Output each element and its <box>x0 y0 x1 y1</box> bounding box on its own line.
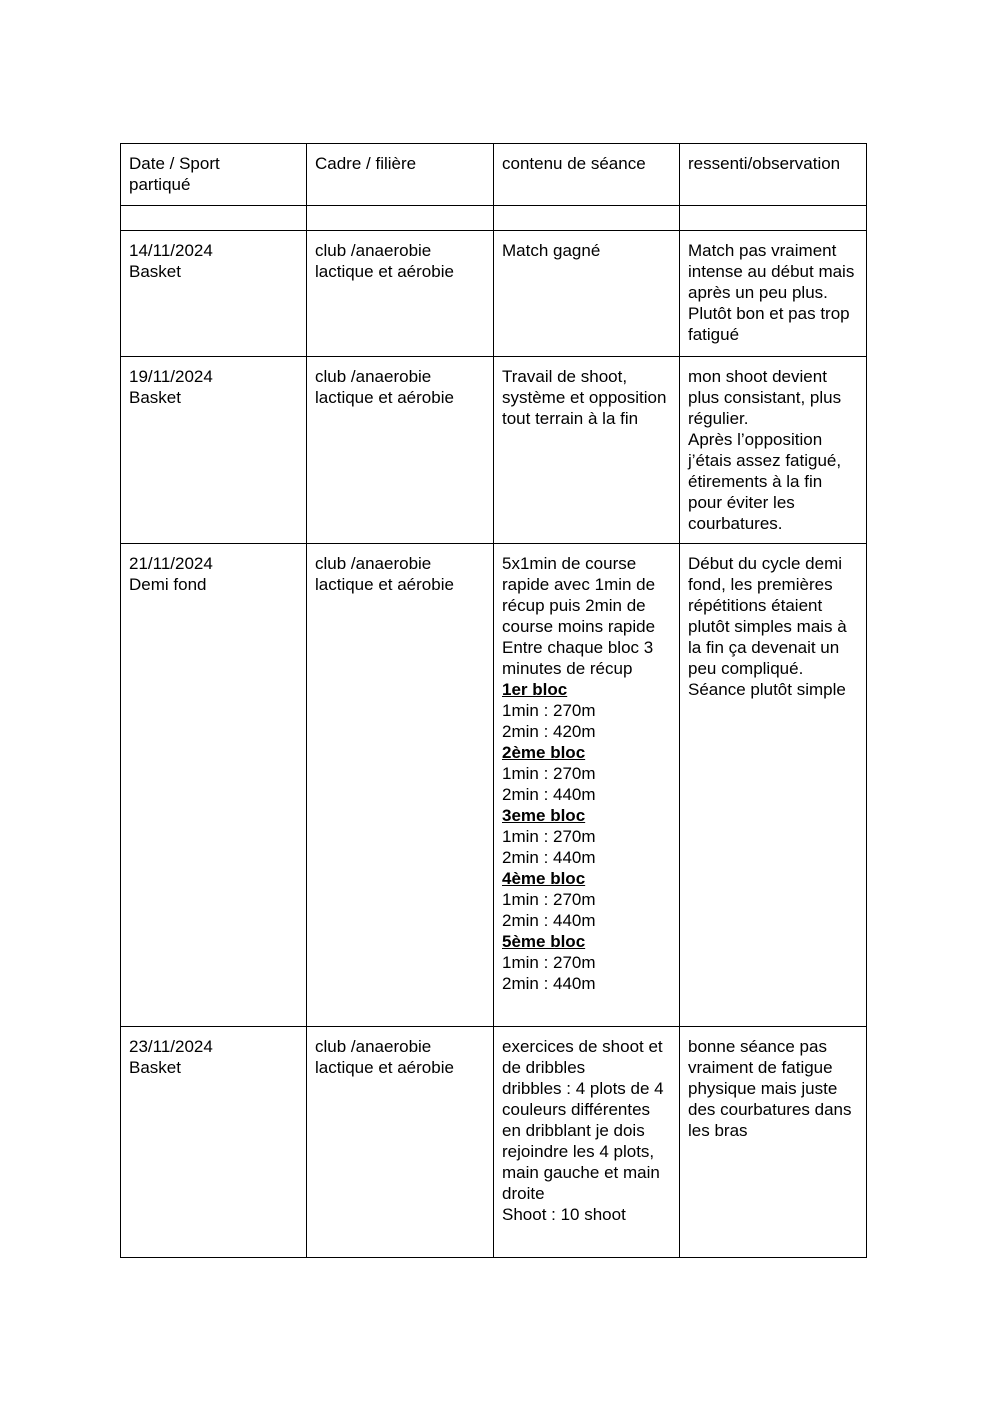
bloc-title: 1er bloc <box>502 680 568 699</box>
cell-contenu: Travail de shoot, système et opposition tout terrain à la fin <box>494 357 680 544</box>
bloc-title: 5ème bloc <box>502 932 586 951</box>
table-row <box>121 231 867 357</box>
cell-date: 19/11/2024 Basket <box>121 357 307 544</box>
table-cell <box>494 206 680 231</box>
bloc-line: 2min : 440m <box>502 848 596 867</box>
cell-cadre: club /anaerobie lactique et aérobie <box>307 357 494 544</box>
bloc-line: 1min : 270m <box>502 764 596 783</box>
bloc-line: 2min : 440m <box>502 974 596 993</box>
header-cadre-filiere: Cadre / filière <box>307 144 494 206</box>
cell-ressenti: mon shoot devient plus consistant, plus régulier. Après l’opposition j’étais assez fatigué, étirements à la fin pour éviter les courbatures. <box>680 357 867 544</box>
header-contenu: contenu de séance <box>494 144 680 206</box>
table-row <box>121 357 867 544</box>
bloc-line: 1min : 270m <box>502 890 596 909</box>
bloc-line: 2min : 440m <box>502 911 596 930</box>
bloc-line: 1min : 270m <box>502 827 596 846</box>
cell-cadre: club /anaerobie lactique et aérobie <box>307 544 494 1027</box>
cell-cadre: club /anaerobie lactique et aérobie <box>307 1027 494 1258</box>
header-ressenti: ressenti/observation <box>680 144 867 206</box>
cell-ressenti: Début du cycle demi fond, les premières répétitions étaient plutôt simples mais à la fin ça devenait un peu compliqué. Séance plutôt simple <box>680 544 867 1027</box>
table-row <box>121 1027 867 1258</box>
bloc-line: 2min : 440m <box>502 785 596 804</box>
bloc-line: 2min : 420m <box>502 722 596 741</box>
header-date-sport: Date / Sport partiqué <box>121 144 307 206</box>
cell-contenu <box>494 544 680 1027</box>
bloc-title: 2ème bloc <box>502 743 586 762</box>
table-cell <box>121 206 307 231</box>
bloc-line: 1min : 270m <box>502 953 596 972</box>
table-row <box>121 544 867 1027</box>
cell-date: 21/11/2024 Demi fond <box>121 544 307 1027</box>
cell-date: 14/11/2024 Basket <box>121 231 307 357</box>
cell-ressenti: Match pas vraiment intense au début mais après un peu plus. Plutôt bon et pas trop fatigué <box>680 231 867 357</box>
table-cell <box>307 206 494 231</box>
cell-cadre: club /anaerobie lactique et aérobie <box>307 231 494 357</box>
cell-date: 23/11/2024 Basket <box>121 1027 307 1258</box>
table-header-row <box>121 144 867 206</box>
contenu-intro: 5x1min de course rapide avec 1min de récup puis 2min de course moins rapide Entre chaque bloc 3 minutes de récup <box>502 554 656 678</box>
table-row-empty <box>121 206 867 231</box>
bloc-line: 1min : 270m <box>502 701 596 720</box>
table-cell <box>680 206 867 231</box>
cell-ressenti: bonne séance pas vraiment de fatigue physique mais juste des courbatures dans les bras <box>680 1027 867 1258</box>
training-log-table <box>120 143 867 1258</box>
cell-contenu: exercices de shoot et de dribbles dribbles : 4 plots de 4 couleurs différentes en dribblant je dois rejoindre les 4 plots, main gauche et main droite Shoot : 10 shoot <box>494 1027 680 1258</box>
bloc-title: 3eme bloc <box>502 806 586 825</box>
cell-contenu: Match gagné <box>494 231 680 357</box>
bloc-title: 4ème bloc <box>502 869 586 888</box>
